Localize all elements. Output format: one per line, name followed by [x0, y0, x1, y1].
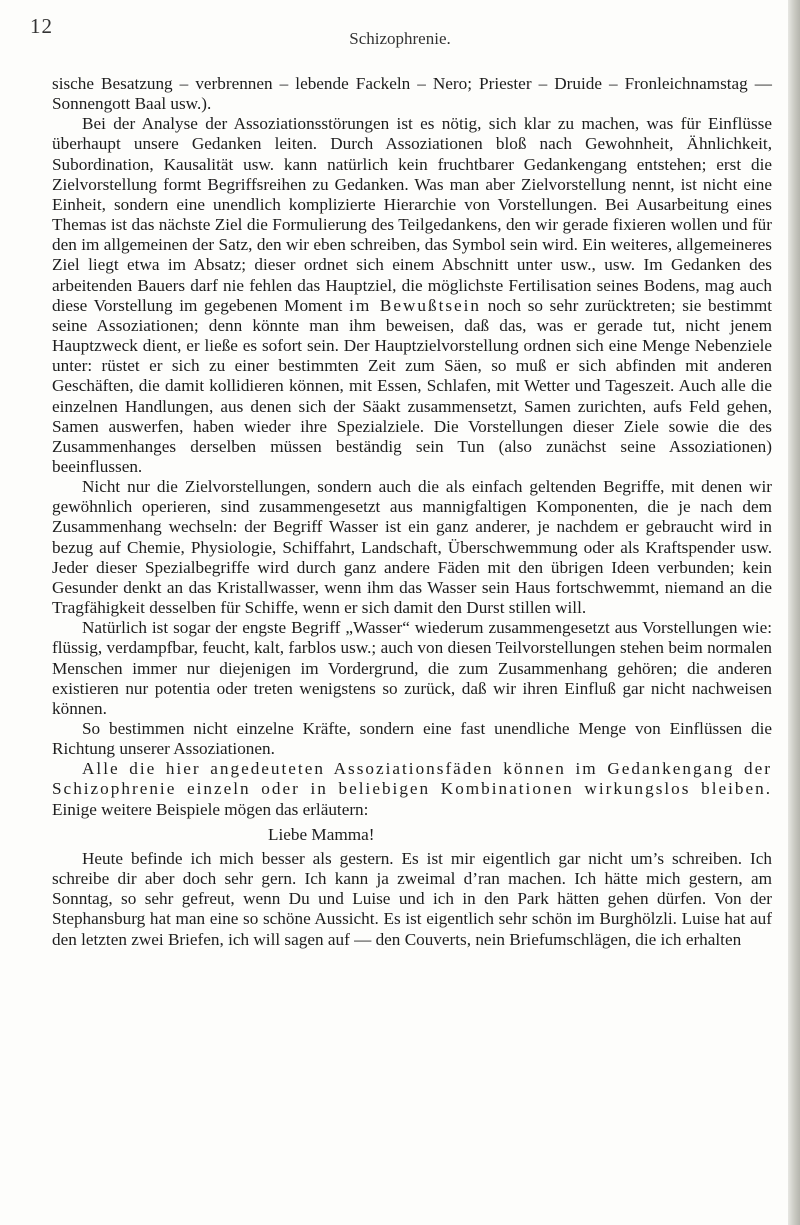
paragraph-text: Heute befinde ich mich besser als gestern. Es ist mir eigentlich gar nicht um’s schreiben. Ich schreibe dir aber doch sehr gern. Ich kann ja zweimal d’ran machen. Ich hätte mich gestern, am Sonntag, so sehr gefreut, wenn Du und Luise und ich in den Park hätten gehen dürfen. Von der Stephansburg hat man eine so schöne Aussicht. Es ist eigentlich sehr schön im Burghölzli. Luise hat auf den letzten zwei Briefen, ich will sagen auf — den Couverts, nein Briefumschlägen, die ich erhalten — [52, 848, 772, 949]
paragraph-text: Bei der Analyse der Assoziationsstörungen ist es nötig, sich klar zu machen, was für Einflüsse überhaupt unsere Gedanken leiten. Durch Assoziationen bloß nach Gewohnheit, Ähnlichkeit, Subordination, Kausalität usw. kann natürlich kein fruchtbarer Gedankengang entstehen; erst die Zielvorstellung formt Begriffsreihen zu Gedanken. Was man aber Zielvorstellung nennt, ist nicht eine Einheit, sondern eine unendlich komplizierte Hierarchie von Vorstellungen. Bei Ausarbeitung eines Themas ist das nächste Ziel die Formulierung des Teilgedankens, den wir gerade fixieren wollen und für den im allgemeinen der Satz, den wir eben schreiben, das Symbol sein wird. Ein weiteres, allgemeineres Ziel liegt etwa im Absatz; dieser ordnet sich einem Abschnitt unter usw., usw. Im Gedanken des arbeitenden Bauers darf nie fehlen das Hauptziel, die möglichste Fertilisation seines Bodens, mag auch diese Vorstellung im gegebenen Moment — [52, 114, 772, 315]
paragraph-thesis — [52, 759, 772, 819]
paragraph-analysis — [52, 114, 772, 477]
paragraph-continuation — [52, 74, 772, 114]
running-title: Schizophrenie. — [349, 29, 451, 48]
spaced-emphasis: Alle die hier angedeuteten Assoziationsfäden können im Gedankengang der Schizophrenie einzeln oder in beliebigen Kombinationen wirkungslos bleiben. — [52, 759, 772, 799]
paragraph-text: Natürlich ist sogar der engste Begriff „Wasser“ wiederum zusammengesetzt aus Vorstellungen wie: flüssig, verdampfbar, feucht, kalt, farblos usw.; auch von diesen Teilvorstellungen stehen beim normalen Menschen immer nur diejenigen im Vordergrund, die zum Zusammenhang gehören; die anderen existieren nur potentia oder treten wenigstens so zurück, daß wir ihren Einfluß gar nicht nachweisen können. — [52, 618, 772, 718]
page-number: 12 — [30, 14, 53, 38]
paragraph-letter — [52, 849, 772, 950]
paragraph-text: Nicht nur die Zielvorstellungen, sondern auch die als einfach geltenden Begriffe, mit denen wir gewöhnlich operieren, sind zusammengesetzt aus mannigfaltigen Komponenten, die je nach dem Zusammenhang wechseln: der Begriff Wasser ist ein ganz anderer, je nachdem er gebraucht wird in bezug auf Chemie, Physiologie, Schiffahrt, Landschaft, Überschwemmung oder als Kraftspender usw. Jeder dieser Spezialbegriffe wird durch ganz andere Fäden mit den übrigen Ideen verbunden; kein Gesunder denkt an das Kristallwasser, wenn ihm das Wasser sein Haus fortschwemmt, niemand an die Tragfähigkeit desselben für Schiffe, wenn er sich damit den Durst stillen will. — [52, 477, 772, 618]
paragraph-text: noch so sehr zurücktreten; sie bestimmt seine Assoziationen; denn könnte man ihm beweisen, daß das, was er gerade tut, nicht jenem Hauptzweck dient, er ließe es sofort sein. Der Hauptzielvorstellung ordnen sich eine Menge Nebenziele unter: rüstet er sich zu einer bestimmten Zeit zum Säen, so muß er sich abfinden mit anderen Geschäften, die damit kollidieren können, mit Essen, Schlafen, mit Wetter und Tageszeit. Auch alle die einzelnen Handlungen, aus denen sich der Säakt zusammensetzt, Samen zurichten, aufs Feld gehen, Samen auswerfen, haben wieder ihre Spezialziele. Die Vorstellungen dieser Ziele sowie die des Zusammenhanges derselben müssen beständig sein Tun (also zunächst seine Assoziationen) beeinflussen. — [52, 295, 772, 476]
book-edge-shadow — [788, 0, 800, 1225]
paragraph-water — [52, 618, 772, 719]
paragraph-influences — [52, 719, 772, 759]
spaced-emphasis: im Bewußtsein — [349, 295, 482, 315]
paragraph-text: sische Besatzung – verbrennen – lebende Fackeln – Nero; Priester – Druide – Fronleichnamstag — Sonnengott Baal usw.). — [52, 74, 772, 114]
paragraph-text: So bestimmen nicht einzelne Kräfte, sondern eine fast unendliche Menge von Einflüssen die Richtung unserer Assoziationen. — [52, 719, 772, 759]
body-text — [52, 74, 772, 950]
paragraph-concepts — [52, 477, 772, 618]
letter-salutation: Liebe Mamma! — [268, 824, 375, 844]
paragraph-text: Einige weitere Beispiele mögen das erläutern: — [52, 799, 369, 819]
